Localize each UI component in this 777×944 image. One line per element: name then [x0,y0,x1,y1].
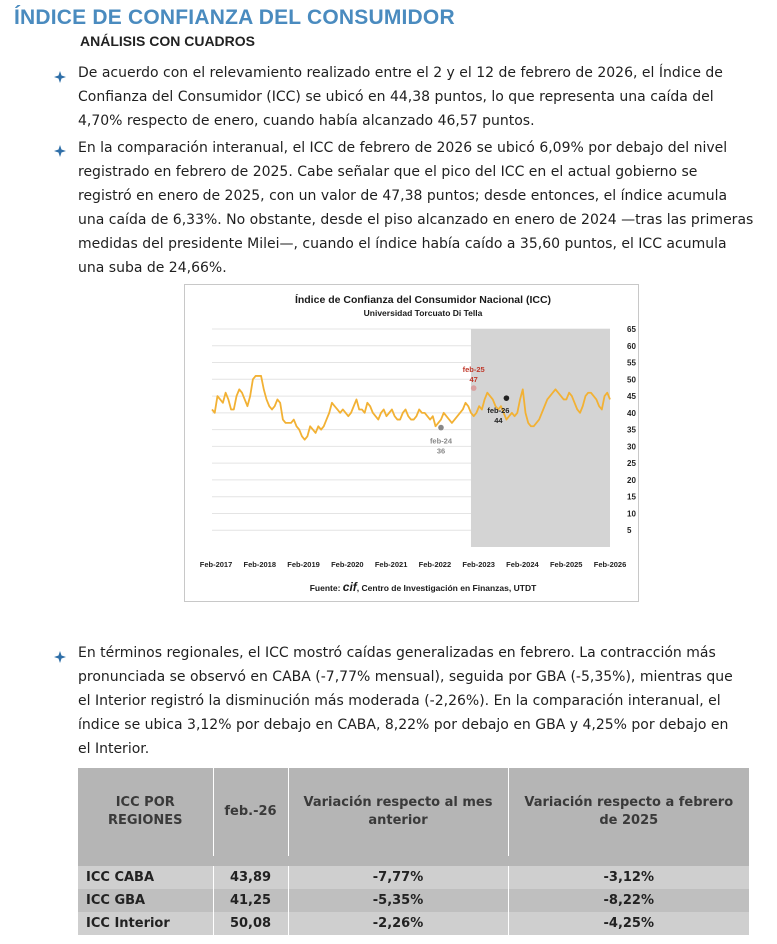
paragraph-line: una caída de 6,33%. No obstante, desde el piso alcanzado en enero de 2024 —tras las primeras [78,212,754,228]
paragraph-line: una suba de 24,66%. [78,260,227,276]
table-row [78,912,749,935]
chart-x-tick-label: Feb-2023 [462,560,495,569]
chart-shaded-region [471,329,610,547]
chart-y-tick-label: 15 [627,492,636,502]
table-header-region: ICC POR REGIONES [78,768,213,856]
chart-y-tick-label: 5 [627,526,632,536]
paragraph-line: registró en enero de 2025, con un valor de 47,38 puntos; desde entonces, el índice acumula [78,188,728,204]
table-cell-monthly: -5,35% [288,889,508,912]
chart-y-tick-label: 35 [627,425,636,435]
chart-annotation-marker [504,395,510,401]
paragraph-interannual [78,136,756,280]
diamond-bullet-icon [54,71,66,83]
table-cell-yearly: -8,22% [508,889,749,912]
chart-source [310,580,537,594]
table-cell-value: 43,89 [213,866,288,889]
table-cell-region: ICC Interior [78,912,213,935]
table-cell-yearly: -3,12% [508,866,749,889]
section-subtitle: ANÁLISIS CON CUADROS [80,33,256,49]
chart-x-tick-label: Feb-2025 [549,560,583,569]
table-header-monthly-change: Variación respecto al mes anterior [288,768,508,856]
table-header-yearly-change: Variación respecto a febrero de 2025 [508,768,749,856]
paragraph-line: registrado en febrero de 2025. Cabe señalar que el pico del ICC en el actual gobierno se [78,164,698,180]
paragraph-line: En la comparación interanual, el ICC de febrero de 2026 se ubicó 6,09% por debajo del nivel [78,140,728,156]
paragraph-line: En términos regionales, el ICC mostró caídas generalizadas en febrero. La contracción más [78,645,716,661]
chart-subtitle: Universidad Torcuato Di Tella [363,308,483,318]
chart-x-tick-label: Feb-2026 [593,560,627,569]
regional-table-grid [78,768,749,935]
paragraph-line: el Interior registró la disminución más moderada (-2,26%). En la comparación interanual, el [78,693,721,709]
chart-title: Índice de Confianza del Consumidor Nacional (ICC) [294,294,552,306]
table-row [78,889,749,912]
chart-y-tick-label: 10 [627,509,636,519]
paragraph-line: índice se ubica 3,12% por debajo en CABA, 8,22% por debajo en GBA y 4,25% por debajo en [78,717,729,733]
table-cell-region: ICC CABA [78,866,213,889]
table-cell-value: 41,25 [213,889,288,912]
chart-x-tick-label: Feb-2017 [199,560,233,569]
chart-annotation-label: feb-24 [429,436,453,446]
chart-y-tick-label: 55 [627,358,636,368]
paragraph-line: Confianza del Consumidor (ICC) se ubicó en 44,38 puntos, lo que representa una caída del [78,89,714,105]
table-spacer-cell [78,856,749,866]
chart-source-text: , Centro de Investigación en Finanzas, UTDT [356,583,537,593]
table-spacer [78,856,749,866]
chart-annotation-value: 44 [494,416,503,426]
chart-x-tick-label: Feb-2019 [287,560,320,569]
paragraph-line: 4,70% respecto de enero, cuando había alcanzado 46,57 puntos. [78,113,535,129]
paragraph-line: De acuerdo con el relevamiento realizado entre el 2 y el 12 de febrero de 2026, el Índice de [78,65,723,81]
chart-annotation-marker [438,425,444,431]
table-row [78,866,749,889]
chart-source-prefix: Fuente: [309,583,343,593]
chart-annotation-label: feb-26 [487,406,510,416]
chart-y-tick-label: 60 [627,341,636,351]
regional-table [78,768,749,935]
paragraph-monthly [78,61,756,133]
chart-annotation-label: feb-25 [462,365,485,375]
chart-annotation-marker [471,385,477,391]
chart-y-tick-label: 25 [627,459,636,469]
icc-chart [184,284,639,602]
chart-y-tick-label: 45 [627,392,636,402]
page-title: ÍNDICE DE CONFIANZA DEL CONSUMIDOR [14,6,455,29]
chart-annotation-value: 47 [469,375,478,385]
chart-x-tick-label: Feb-2020 [331,560,364,569]
chart-y-tick-label: 20 [627,475,636,485]
icc-chart-svg [185,285,638,601]
table-cell-region: ICC GBA [78,889,213,912]
chart-x-tick-label: Feb-2024 [506,560,539,569]
table-cell-yearly: -4,25% [508,912,749,935]
chart-x-tick-label: Feb-2022 [418,560,452,569]
chart-y-tick-label: 50 [627,375,636,385]
diamond-bullet-icon [54,145,66,157]
table-cell-value: 50,08 [213,912,288,935]
diamond-bullet-icon [54,651,66,663]
chart-x-tick-label: Feb-2021 [374,560,408,569]
table-cell-monthly: -2,26% [288,912,508,935]
paragraph-line: pronunciada se observó en CABA (-7,77% mensual), seguida por GBA (-5,35%), mientras que [78,669,733,685]
chart-annotation-value: 36 [436,446,446,456]
chart-y-tick-label: 65 [627,325,636,334]
paragraph-line: medidas del presidente Milei—, cuando el índice había caído a 35,60 puntos, el ICC acumula [78,236,727,252]
chart-y-tick-label: 30 [627,442,636,452]
cif-logo: cif [342,580,357,594]
table-header-value: feb.-26 [213,768,288,856]
chart-y-tick-label: 40 [627,408,636,418]
paragraph-regional [78,641,756,761]
paragraph-line: el Interior. [78,741,150,757]
table-header-row [78,768,749,856]
table-cell-monthly: -7,77% [288,866,508,889]
chart-x-tick-label: Feb-2018 [243,560,277,569]
